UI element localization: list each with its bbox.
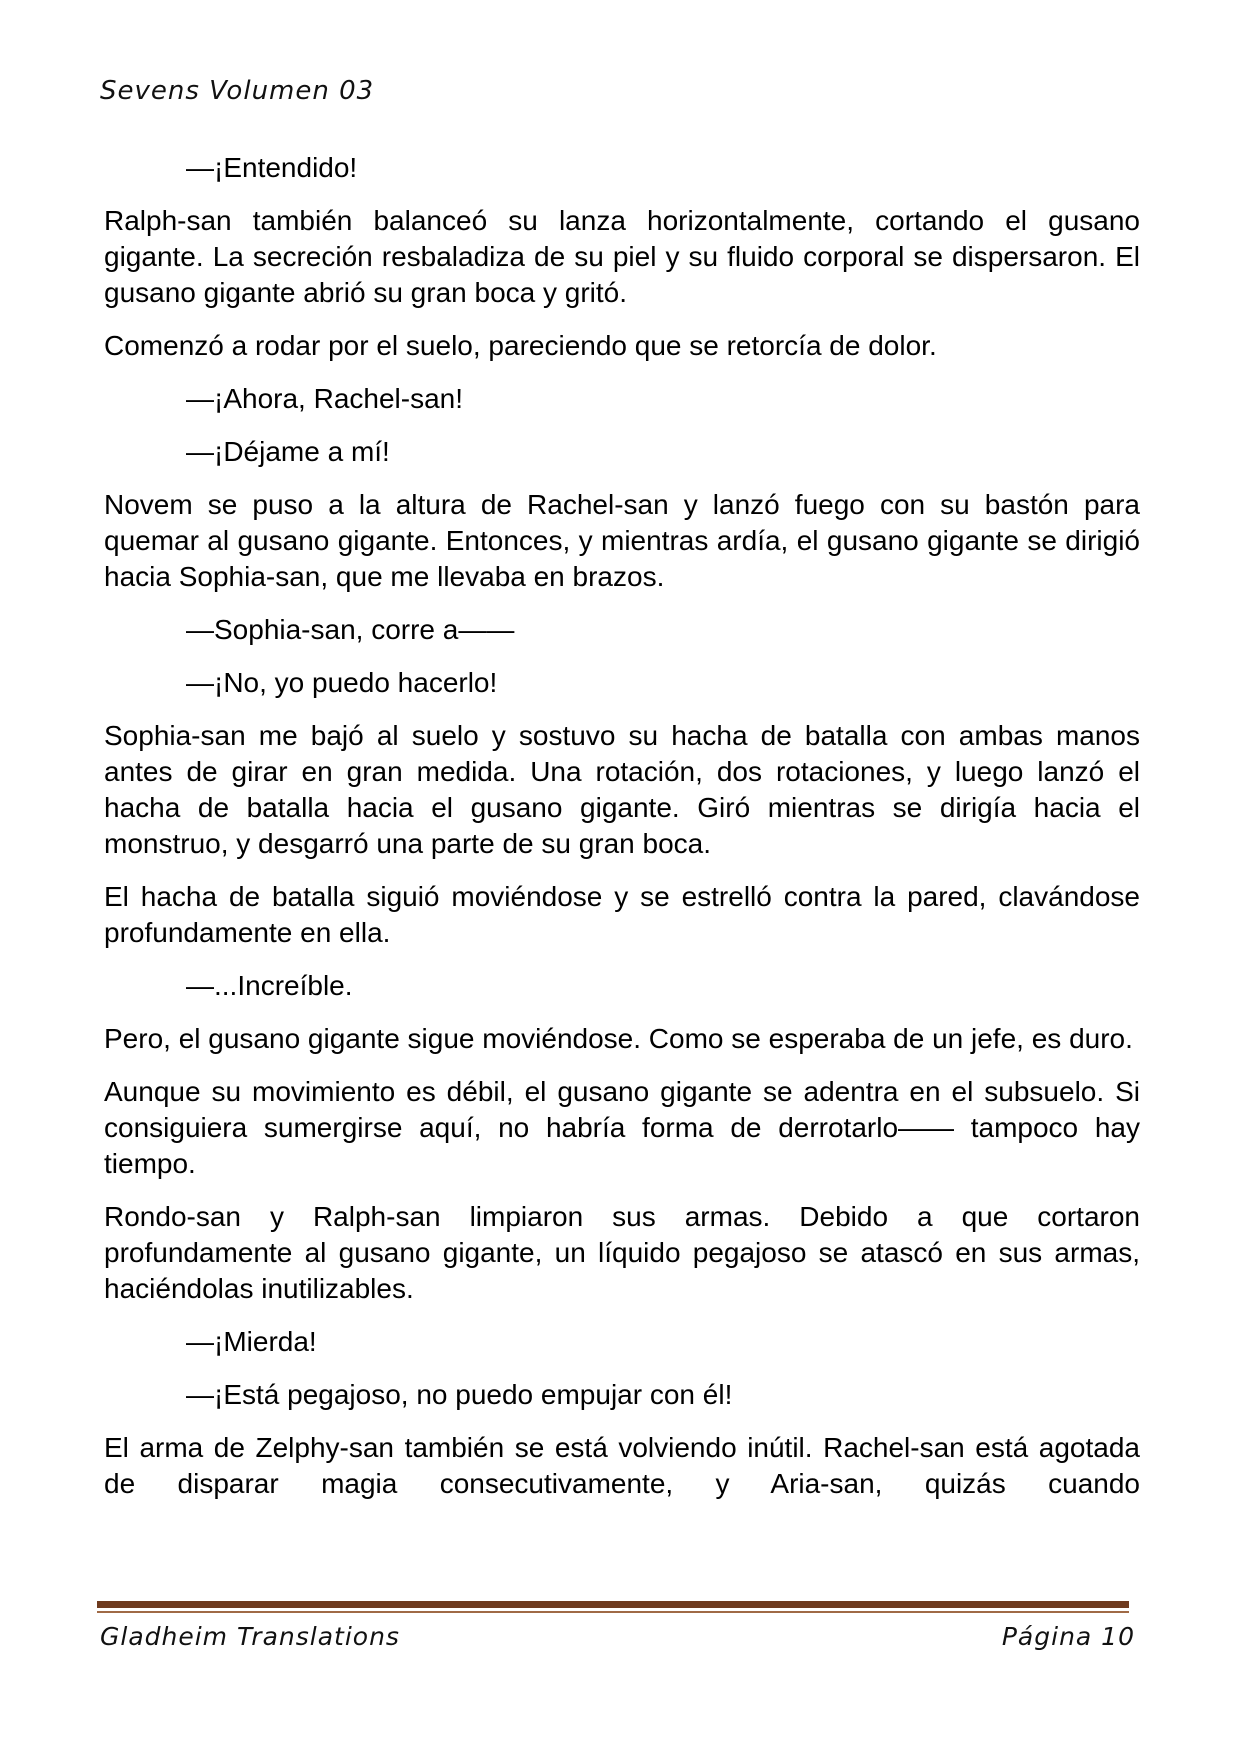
footer-divider-rule	[97, 1601, 1129, 1613]
body-paragraph: Sophia-san me bajó al suelo y sostuvo su hacha de batalla con ambas manos antes de girar en gran medida. Una rotación, dos rotaciones, y luego lanzó el hacha de batalla hacia el gusano gigante. Giró mientras se dirigía hacia el monstruo, y desgarró una parte de su gran boca.	[104, 720, 1140, 859]
page-body-text	[104, 150, 1140, 1519]
body-paragraph: Aunque su movimiento es débil, el gusano gigante se adentra en el subsuelo. Si consiguiera sumergirse aquí, no habría forma de derrotarlo—— tampoco hay tiempo.	[104, 1076, 1140, 1179]
dialogue-line: —¡No, yo puedo hacerlo!	[186, 667, 498, 698]
footer-rule-thin	[97, 1611, 1129, 1613]
body-paragraph: Novem se puso a la altura de Rachel-san y lanzó fuego con su bastón para quemar al gusano gigante. Entonces, y mientras ardía, el gusano gigante se dirigió hacia Sophia-san, que me llevaba en brazos.	[104, 489, 1140, 592]
body-paragraph: Rondo-san y Ralph-san limpiaron sus armas. Debido a que cortaron profundamente al gusano gigante, un líquido pegajoso se atascó en sus armas, haciéndolas inutilizables.	[104, 1201, 1140, 1304]
body-paragraph: El hacha de batalla siguió moviéndose y se estrelló contra la pared, clavándose profundamente en ella.	[104, 881, 1140, 948]
dialogue-line: —Sophia-san, corre a——	[186, 614, 515, 645]
dialogue-line: —¡Mierda!	[186, 1326, 317, 1357]
footer-translator-credit: Gladheim Translations	[100, 1622, 400, 1651]
footer-page-number: Página 10	[1001, 1622, 1135, 1651]
footer-rule-thick	[97, 1601, 1129, 1608]
body-paragraph: Comenzó a rodar por el suelo, pareciendo que se retorcía de dolor.	[104, 330, 937, 361]
page-header-title: Sevens Volumen 03	[100, 76, 375, 106]
page-footer	[100, 1622, 1135, 1651]
dialogue-line: —¡Ahora, Rachel-san!	[186, 383, 464, 414]
dialogue-line: —...Increíble.	[186, 970, 353, 1001]
body-paragraph: El arma de Zelphy-san también se está volviendo inútil. Rachel-san está agotada de disparar magia consecutivamente, y Aria-san, quizás cuando	[104, 1432, 1140, 1499]
dialogue-line: —¡Déjame a mí!	[186, 436, 390, 467]
dialogue-line: —¡Está pegajoso, no puedo empujar con él!	[186, 1379, 733, 1410]
body-paragraph: Ralph-san también balanceó su lanza horizontalmente, cortando el gusano gigante. La secreción resbaladiza de su piel y su fluido corporal se dispersaron. El gusano gigante abrió su gran boca y gritó.	[104, 205, 1140, 308]
body-paragraph: Pero, el gusano gigante sigue moviéndose. Como se esperaba de un jefe, es duro.	[104, 1023, 1133, 1054]
dialogue-line: —¡Entendido!	[186, 152, 358, 183]
